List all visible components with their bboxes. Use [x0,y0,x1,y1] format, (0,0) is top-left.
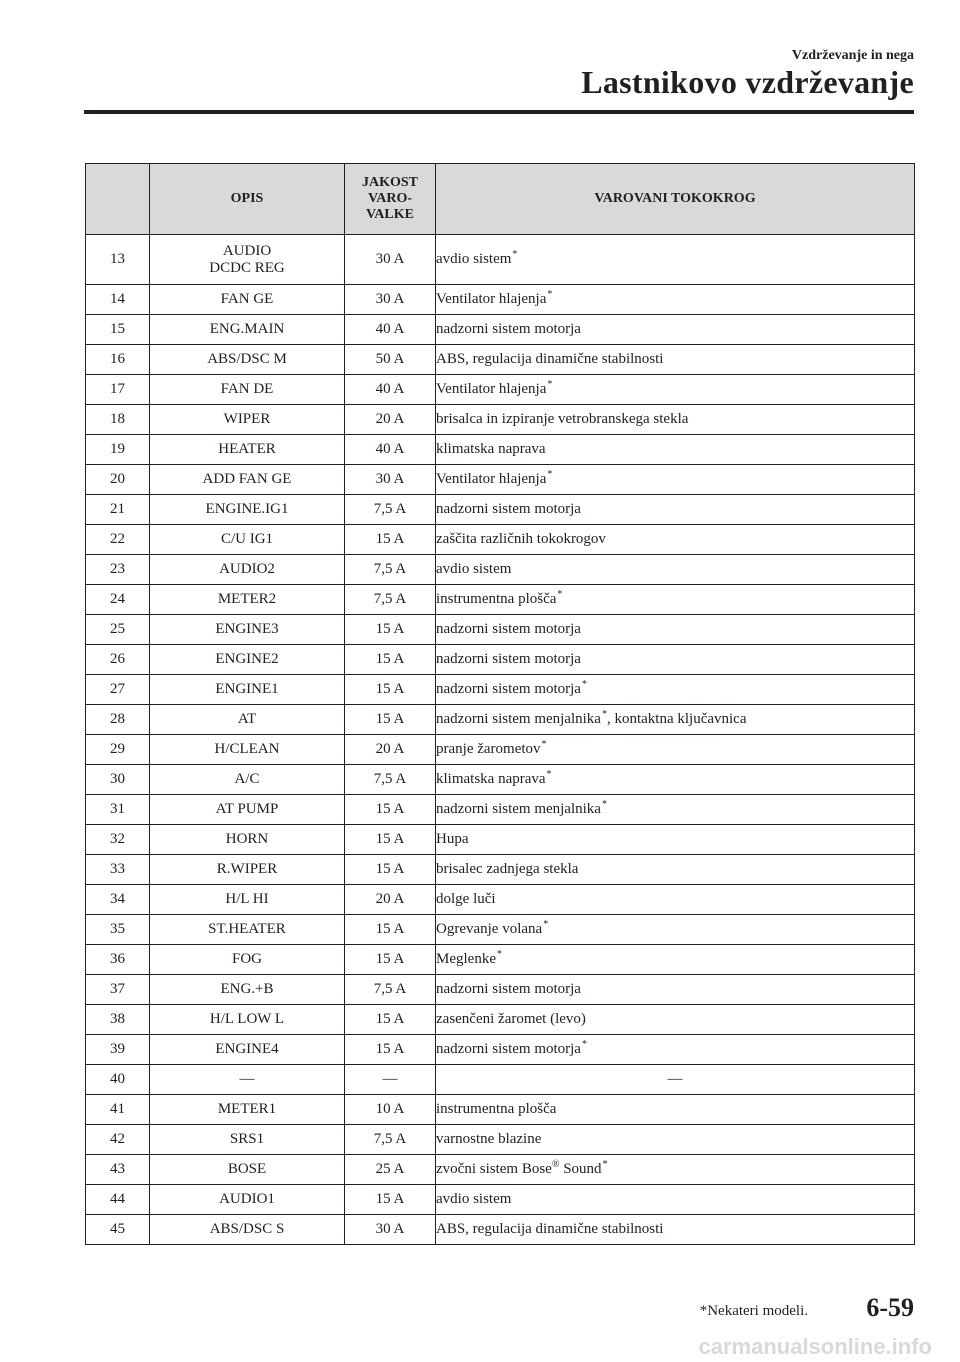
table-row [86,435,915,465]
fuse-number: 38 [86,1005,150,1035]
protected-circuit [436,315,915,345]
fuse-number: 19 [86,435,150,465]
table-row [86,525,915,555]
fuse-number: 15 [86,315,150,345]
circuit-text: Hupa [436,831,469,847]
table-row [86,1035,915,1065]
fuse-table [85,163,915,1245]
fuse-table-body [86,235,915,1245]
fuse-amperage: 20 A [345,885,436,915]
asterisk-marker: * [581,1039,587,1050]
protected-circuit [436,825,915,855]
fuse-amperage: 15 A [345,945,436,975]
fuse-amperage: 15 A [345,855,436,885]
fuse-description: FOG [150,945,345,975]
fuse-description: — [150,1065,345,1095]
fuse-description: BOSE [150,1155,345,1185]
protected-circuit [436,525,915,555]
table-row [86,285,915,315]
protected-circuit [436,1065,915,1095]
circuit-text: ABS, regulacija dinamične stabilnosti [436,351,664,367]
table-row [86,675,915,705]
header-num [86,164,150,235]
fuse-amperage: 7,5 A [345,1125,436,1155]
fuse-amperage: 15 A [345,615,436,645]
table-row [86,645,915,675]
protected-circuit [436,1185,915,1215]
fuse-description: ENGINE4 [150,1035,345,1065]
circuit-text: brisalca in izpiranje vetrobranskega stekla [436,411,689,427]
fuse-description: SRS1 [150,1125,345,1155]
fuse-amperage: 15 A [345,675,436,705]
asterisk-marker: * [602,1159,608,1170]
protected-circuit [436,495,915,525]
protected-circuit [436,585,915,615]
fuse-description: ENG.+B [150,975,345,1005]
table-row [86,375,915,405]
header-amp: JAKOST VARO- VALKE [345,164,436,235]
fuse-amperage: 15 A [345,1005,436,1035]
circuit-text: ABS, regulacija dinamične stabilnosti [436,1221,664,1237]
protected-circuit [436,645,915,675]
fuse-number: 13 [86,235,150,285]
circuit-text: avdio sistem [436,1191,512,1207]
protected-circuit [436,795,915,825]
fuse-amperage: 40 A [345,315,436,345]
protected-circuit [436,885,915,915]
asterisk-marker: * [496,949,502,960]
fuse-amperage: 15 A [345,1035,436,1065]
fuse-description: ENGINE2 [150,645,345,675]
table-row [86,1095,915,1125]
protected-circuit [436,435,915,465]
protected-circuit [436,1035,915,1065]
fuse-amperage: 40 A [345,375,436,405]
fuse-number: 44 [86,1185,150,1215]
table-row [86,615,915,645]
asterisk-marker: * [543,919,549,930]
circuit-text: nadzorni sistem motorja [436,681,581,697]
fuse-number: 35 [86,915,150,945]
fuse-amperage: 25 A [345,1155,436,1185]
circuit-text: nadzorni sistem motorja [436,321,581,337]
circuit-text: zasenčeni žaromet (levo) [436,1011,586,1027]
protected-circuit [436,735,915,765]
table-row [86,1185,915,1215]
table-row [86,1215,915,1245]
fuse-amperage: 30 A [345,285,436,315]
table-row [86,345,915,375]
fuse-number: 25 [86,615,150,645]
circuit-text-tail: , kontaktna ključavnica [606,711,747,727]
circuit-text: nadzorni sistem motorja [436,981,581,997]
fuse-amperage: 30 A [345,235,436,285]
fuse-amperage: 10 A [345,1095,436,1125]
table-row [86,915,915,945]
table-row [86,405,915,435]
fuse-number: 27 [86,675,150,705]
table-row [86,555,915,585]
fuse-description: AT [150,705,345,735]
table-row [86,1005,915,1035]
fuse-amperage: 15 A [345,825,436,855]
circuit-text: Ventilator hlajenja [436,291,547,307]
fuse-number: 20 [86,465,150,495]
fuse-number: 22 [86,525,150,555]
asterisk-marker: * [601,709,607,720]
fuse-description: WIPER [150,405,345,435]
circuit-text: varnostne blazine [436,1131,542,1147]
section-subtitle: Vzdrževanje in nega [791,48,914,63]
protected-circuit [436,235,915,285]
fuse-description: C/U IG1 [150,525,345,555]
table-row [86,585,915,615]
page-title: Lastnikovo vzdrževanje [581,64,914,100]
protected-circuit [436,1155,915,1185]
fuse-description: FAN DE [150,375,345,405]
protected-circuit [436,705,915,735]
fuse-description: AUDIO1 [150,1185,345,1215]
fuse-description: ENGINE1 [150,675,345,705]
fuse-description: METER1 [150,1095,345,1125]
asterisk-marker: * [541,739,547,750]
protected-circuit [436,945,915,975]
fuse-number: 23 [86,555,150,585]
fuse-number: 36 [86,945,150,975]
circuit-text: klimatska naprava [436,441,546,457]
protected-circuit [436,405,915,435]
fuse-amperage: 7,5 A [345,495,436,525]
asterisk-marker: * [547,289,553,300]
table-row [86,705,915,735]
table-row [86,235,915,285]
fuse-amperage: 7,5 A [345,585,436,615]
table-row [86,855,915,885]
table-row [86,465,915,495]
fuse-description: ABS/DSC S [150,1215,345,1245]
table-row [86,315,915,345]
fuse-number: 29 [86,735,150,765]
fuse-description: A/C [150,765,345,795]
protected-circuit [436,615,915,645]
asterisk-marker: * [547,469,553,480]
fuse-amperage: 40 A [345,435,436,465]
fuse-description: FAN GE [150,285,345,315]
fuse-description: ADD FAN GE [150,465,345,495]
registered-mark: ® [551,1159,560,1170]
watermark: carmanualsonline.info [698,1334,932,1359]
fuse-number: 31 [86,795,150,825]
fuse-amperage: 7,5 A [345,975,436,1005]
circuit-text: — [667,1071,683,1087]
protected-circuit [436,1215,915,1245]
fuse-amperage: 7,5 A [345,555,436,585]
circuit-text-tail: Sound [559,1161,602,1177]
circuit-text: pranje žarometov [436,741,541,757]
fuse-description: AUDIO2 [150,555,345,585]
fuse-number: 18 [86,405,150,435]
fuse-description: AT PUMP [150,795,345,825]
circuit-text: avdio sistem [436,561,512,577]
footnote: *Nekateri modeli. [699,1303,808,1319]
fuse-description: ENG.MAIN [150,315,345,345]
fuse-description: HEATER [150,435,345,465]
fuse-description: ENGINE.IG1 [150,495,345,525]
circuit-text: Ogrevanje volana [436,921,543,937]
header-rule [84,110,914,114]
fuse-number: 17 [86,375,150,405]
fuse-number: 42 [86,1125,150,1155]
fuse-number: 16 [86,345,150,375]
fuse-description: ENGINE3 [150,615,345,645]
fuse-number: 24 [86,585,150,615]
fuse-description: ABS/DSC M [150,345,345,375]
protected-circuit [436,975,915,1005]
asterisk-marker: * [512,249,518,260]
circuit-text: instrumentna plošča [436,591,557,607]
protected-circuit [436,465,915,495]
fuse-number: 40 [86,1065,150,1095]
asterisk-marker: * [547,379,553,390]
fuse-amperage: 30 A [345,465,436,495]
fuse-amperage: 15 A [345,915,436,945]
table-row [86,945,915,975]
protected-circuit [436,675,915,705]
circuit-text: zvočni sistem Bose [436,1161,552,1177]
protected-circuit [436,915,915,945]
fuse-number: 21 [86,495,150,525]
fuse-description: R.WIPER [150,855,345,885]
table-row [86,825,915,855]
fuse-number: 43 [86,1155,150,1185]
circuit-text: nadzorni sistem menjalnika [436,801,601,817]
fuse-amperage: — [345,1065,436,1095]
fuse-amperage: 15 A [345,1185,436,1215]
fuse-number: 39 [86,1035,150,1065]
table-row [86,765,915,795]
fuse-description: H/CLEAN [150,735,345,765]
table-row [86,795,915,825]
circuit-text: nadzorni sistem motorja [436,501,581,517]
table-row [86,1065,915,1095]
circuit-text: Meglenke [436,951,496,967]
asterisk-marker: * [601,799,607,810]
circuit-text: brisalec zadnjega stekla [436,861,579,877]
fuse-description: AUDIO DCDC REG [150,235,345,285]
fuse-amperage: 15 A [345,645,436,675]
asterisk-marker: * [546,769,552,780]
page-number: 6-59 [866,1293,914,1322]
fuse-amperage: 7,5 A [345,765,436,795]
fuse-amperage: 30 A [345,1215,436,1245]
table-row [86,975,915,1005]
protected-circuit [436,855,915,885]
circuit-text: Ventilator hlajenja [436,381,547,397]
protected-circuit [436,285,915,315]
fuse-description: ST.HEATER [150,915,345,945]
protected-circuit [436,345,915,375]
fuse-number: 32 [86,825,150,855]
header-circuit: VAROVANI TOKOKROG [436,164,915,235]
fuse-amperage: 50 A [345,345,436,375]
circuit-text: nadzorni sistem motorja [436,651,581,667]
fuse-number: 14 [86,285,150,315]
circuit-text: dolge luči [436,891,496,907]
protected-circuit [436,1125,915,1155]
circuit-text: nadzorni sistem motorja [436,1041,581,1057]
asterisk-marker: * [581,679,587,690]
fuse-description: H/L HI [150,885,345,915]
table-row [86,495,915,525]
fuse-amperage: 20 A [345,405,436,435]
fuse-number: 34 [86,885,150,915]
table-row [86,1125,915,1155]
circuit-text: instrumentna plošča [436,1101,557,1117]
fuse-number: 45 [86,1215,150,1245]
table-row [86,1155,915,1185]
fuse-number: 41 [86,1095,150,1125]
protected-circuit [436,555,915,585]
fuse-description: H/L LOW L [150,1005,345,1035]
fuse-description: HORN [150,825,345,855]
fuse-amperage: 15 A [345,795,436,825]
fuse-number: 33 [86,855,150,885]
table-row [86,885,915,915]
fuse-description: METER2 [150,585,345,615]
fuse-amperage: 15 A [345,525,436,555]
asterisk-marker: * [557,589,563,600]
circuit-text: klimatska naprava [436,771,546,787]
fuse-amperage: 15 A [345,705,436,735]
fuse-amperage: 20 A [345,735,436,765]
circuit-text: nadzorni sistem motorja [436,621,581,637]
protected-circuit [436,1005,915,1035]
table-row [86,735,915,765]
table-header-row [86,164,915,235]
fuse-number: 28 [86,705,150,735]
fuse-number: 30 [86,765,150,795]
fuse-number: 37 [86,975,150,1005]
circuit-text: Ventilator hlajenja [436,471,547,487]
circuit-text: zaščita različnih tokokrogov [436,531,606,547]
protected-circuit [436,375,915,405]
protected-circuit [436,765,915,795]
fuse-number: 26 [86,645,150,675]
header-opis: OPIS [150,164,345,235]
protected-circuit [436,1095,915,1125]
circuit-text: avdio sistem [436,251,512,267]
circuit-text: nadzorni sistem menjalnika [436,711,601,727]
